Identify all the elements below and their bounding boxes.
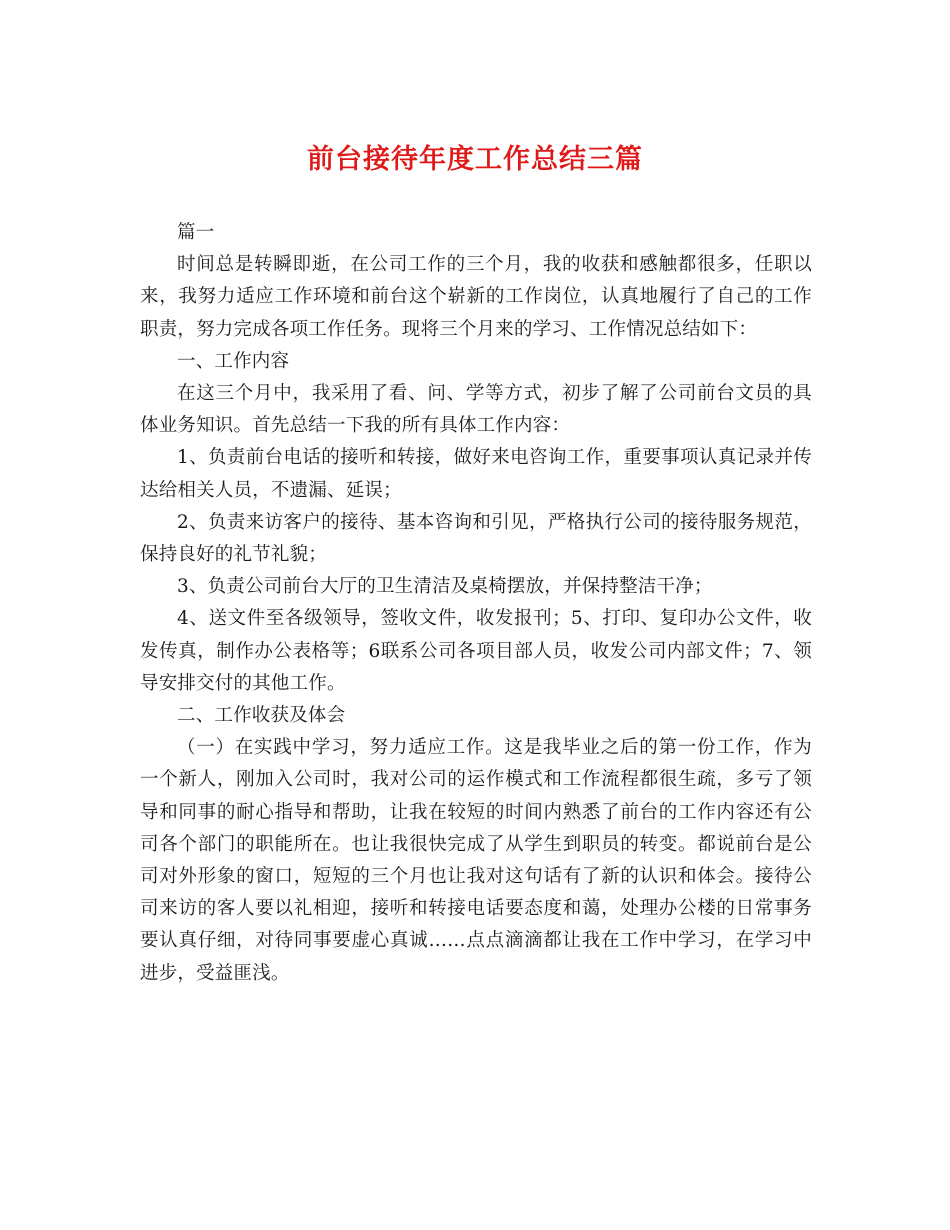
paragraph: 在这三个月中，我采用了看、问、学等方式，初步了解了公司前台文员的具体业务知识。首先总结一下我的所有具体工作内容： — [140, 383, 812, 437]
list-item: 3、负责公司前台大厅的卫生清洁及桌椅摆放，并保持整洁干净； — [177, 576, 713, 598]
list-item: 1、负责前台电话的接听和转接，做好来电咨询工作，重要事项认真记录并传达给相关人员，不遗漏、延误； — [140, 447, 812, 501]
paragraph: （一）在实践中学习，努力适应工作。这是我毕业之后的第一份工作，作为一个新人，刚加入公司时，我对公司的运作模式和工作流程都很生疏，多亏了领导和同事的耐心指导和帮助，让我在较短的时间内熟悉了前台的工作内容还有公司各个部门的职能所在。也让我很快完成了从学生到职员的转变。都说前台是公司对外形象的窗口，短短的三个月也让我对这句话有了新的认识和体会。接待公司来访的客人要以礼相迎，接听和转接电话要态度和蔼，处理办公楼的日常事务要认真仔细，对待同事要虚心真诚……点点滴滴都让我在工作中学习，在学习中进步，受益匪浅。 — [140, 737, 812, 984]
document-title: 前台接待年度工作总结三篇 — [307, 144, 643, 175]
document-body — [140, 217, 812, 990]
section-heading: 二、工作收获及体会 — [177, 705, 346, 727]
list-item: 4、送文件至各级领导，签收文件，收发报刊；5、打印、复印办公文件，收发传真，制作办公表格等；6联系公司各项目部人员，收发公司内部文件；7、领导安排交付的其他工作。 — [140, 608, 812, 694]
list-item: 2、负责来访客户的接待、基本咨询和引见，严格执行公司的接待服务规范，保持良好的礼节礼貌； — [140, 511, 812, 566]
paragraph: 时间总是转瞬即逝，在公司工作的三个月，我的收获和感触都很多，任职以来，我努力适应工作环境和前台这个崭新的工作岗位，认真地履行了自己的工作职责，努力完成各项工作任务。现将三个月来的学习、工作情况总结如下： — [140, 254, 812, 340]
section-heading: 一、工作内容 — [177, 350, 290, 372]
section-heading: 篇一 — [177, 222, 215, 243]
